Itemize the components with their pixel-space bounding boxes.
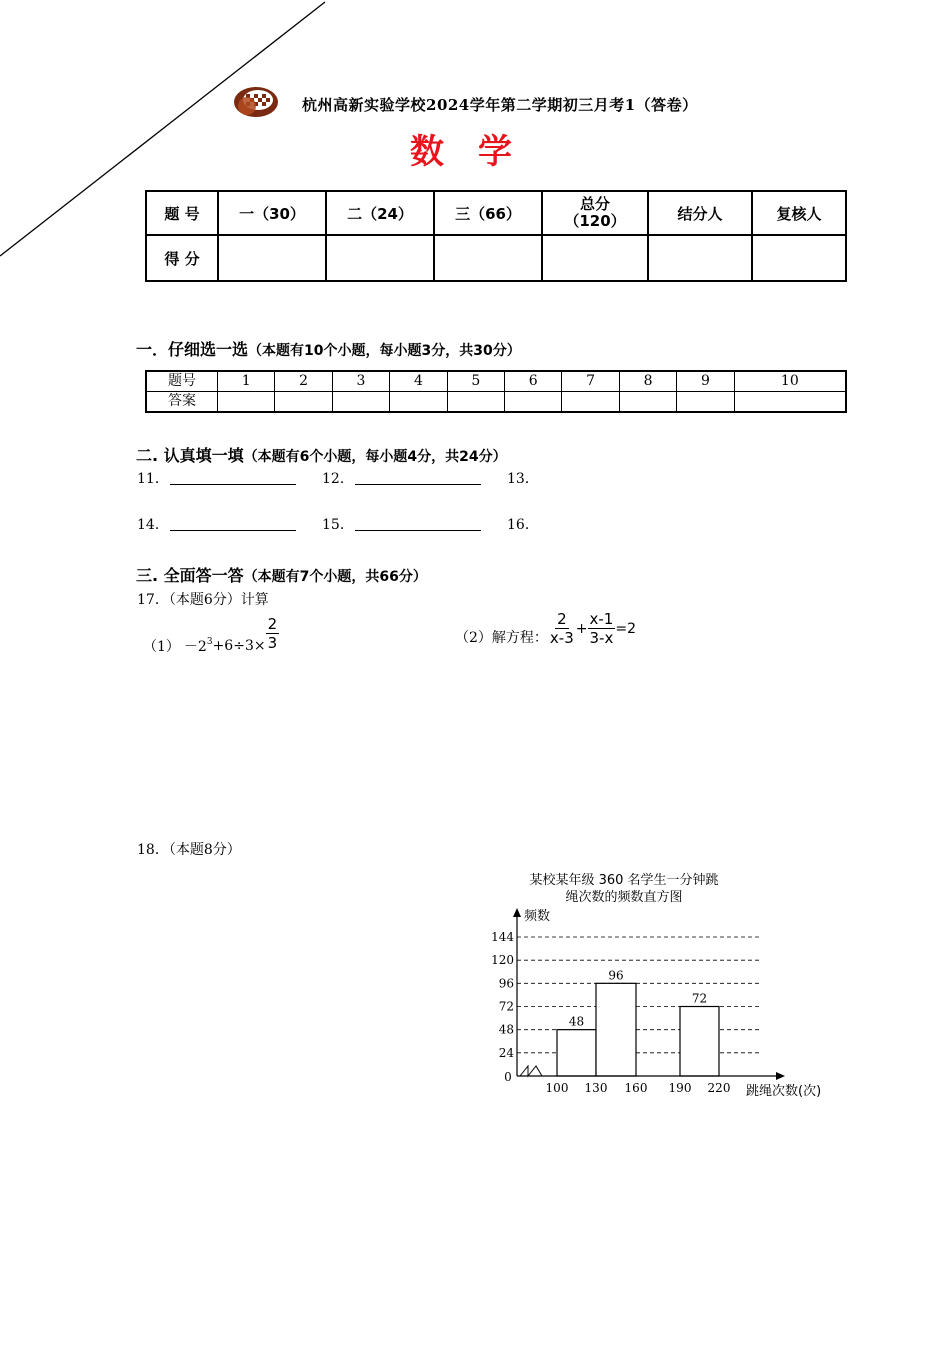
section2-heading xyxy=(136,443,507,466)
y-axis-label: 频数 xyxy=(524,909,551,924)
q17-1-exponent: 3 xyxy=(206,637,213,647)
answer-cell[interactable] xyxy=(332,392,389,413)
fill-blank-15[interactable] xyxy=(355,516,481,531)
y-tick-label: 24 xyxy=(498,1045,514,1060)
q17-1-fraction xyxy=(266,615,280,652)
fill-item-12 xyxy=(322,468,354,488)
question-17-part2 xyxy=(455,610,636,647)
q17-1-label: （1） xyxy=(143,639,180,655)
histogram-bar xyxy=(557,1030,596,1076)
answer-table xyxy=(145,370,847,413)
fill-item-number: 12． xyxy=(322,471,354,487)
score-cell[interactable] xyxy=(218,235,326,281)
fill-item-number: 14． xyxy=(137,517,169,533)
answer-table-row-label: 答案 xyxy=(146,392,218,413)
answer-number: 9 xyxy=(677,371,734,392)
section2-title: 二. 认真填一填 xyxy=(136,446,244,465)
bar-value-label: 96 xyxy=(608,968,624,983)
section1-note: （本题有10个小题，每小题3分，共30分） xyxy=(248,343,521,359)
fraction-denominator: 3-x xyxy=(589,629,614,647)
answer-number: 4 xyxy=(390,371,447,392)
fill-blank-12[interactable] xyxy=(355,470,481,485)
q17-2-label: （2）解方程： xyxy=(455,629,548,646)
answer-number: 2 xyxy=(275,371,332,392)
total-score-points: （120） xyxy=(564,212,626,230)
fill-item-15 xyxy=(322,514,354,534)
fill-item-14 xyxy=(137,514,169,534)
q17-2-fraction-2 xyxy=(588,610,616,647)
fill-blank-14[interactable] xyxy=(170,516,296,531)
fill-item-number: 13． xyxy=(507,471,539,487)
score-row-label: 得 分 xyxy=(146,235,218,281)
answer-table-row-label: 题号 xyxy=(146,371,218,392)
y-tick-label: 96 xyxy=(498,976,514,991)
question-17-title: 17．（本题6分）计算 xyxy=(137,592,269,608)
fraction-denominator: 3 xyxy=(267,633,278,652)
x-tick-label: 160 xyxy=(624,1081,648,1095)
origin-label: 0 xyxy=(504,1070,512,1084)
y-tick-label: 144 xyxy=(491,930,514,944)
answer-cell[interactable] xyxy=(275,392,332,413)
answer-cell[interactable] xyxy=(390,392,447,413)
fraction-numerator: 2 xyxy=(267,614,278,633)
fill-item-number: 15． xyxy=(322,517,354,533)
score-cell[interactable] xyxy=(752,235,846,281)
answer-cell[interactable] xyxy=(677,392,734,413)
fill-item-13 xyxy=(507,468,539,488)
score-table-header-cell: 一（30） xyxy=(218,191,326,235)
q17-2-rhs: =2 xyxy=(615,620,636,637)
subject-title: 数学 xyxy=(410,132,546,172)
answer-cell[interactable] xyxy=(505,392,562,413)
fill-item-number: 11． xyxy=(137,471,169,487)
q17-1-expression-a: －2 xyxy=(183,639,207,655)
y-tick-label: 48 xyxy=(498,1022,514,1037)
axis-break-icon xyxy=(520,1066,542,1076)
school-exam-title: 杭州高新实验学校2024学年第二学期初三月考1（答卷） xyxy=(302,96,698,114)
score-cell[interactable] xyxy=(434,235,542,281)
y-tick-label: 120 xyxy=(491,953,514,968)
score-table xyxy=(145,190,847,282)
q17-1-expression-b: +6÷3× xyxy=(212,638,266,654)
fill-item-number: 16． xyxy=(507,517,539,533)
score-cell[interactable] xyxy=(326,235,434,281)
x-axis-label: 跳绳次数(次) xyxy=(746,1084,822,1099)
fraction-numerator: x-1 xyxy=(589,610,614,628)
section1-heading xyxy=(136,337,521,360)
chart-title-line2: 绳次数的频数直方图 xyxy=(565,890,683,905)
fraction-numerator: 2 xyxy=(557,610,567,628)
section3-title: 三. 全面答一答 xyxy=(136,566,244,585)
q17-2-plus: + xyxy=(575,620,588,637)
answer-cell[interactable] xyxy=(619,392,676,413)
score-table-header-cell: 题 号 xyxy=(146,191,218,235)
bar-value-label: 72 xyxy=(691,991,708,1006)
score-table-header-cell xyxy=(542,191,648,235)
score-cell[interactable] xyxy=(648,235,752,281)
answer-number: 10 xyxy=(734,371,846,392)
section1-title: 一．仔细选一选 xyxy=(136,340,249,359)
y-axis-arrow-icon xyxy=(513,908,521,917)
frequency-histogram xyxy=(480,862,840,1102)
bar-value-label: 48 xyxy=(568,1014,585,1029)
score-table-header-cell: 三（66） xyxy=(434,191,542,235)
answer-number: 3 xyxy=(332,371,389,392)
section3-heading xyxy=(136,563,427,586)
fill-blank-11[interactable] xyxy=(170,470,296,485)
score-table-header-cell: 复核人 xyxy=(752,191,846,235)
x-tick-label: 190 xyxy=(668,1081,692,1095)
histogram-bar xyxy=(596,983,636,1076)
histogram-bar xyxy=(680,1007,719,1077)
score-cell[interactable] xyxy=(542,235,648,281)
answer-number: 1 xyxy=(218,371,275,392)
answer-number: 8 xyxy=(619,371,676,392)
x-axis-arrow-icon xyxy=(776,1072,785,1080)
section2-note: （本题有6个小题，每小题4分，共24分） xyxy=(243,449,507,465)
answer-number: 7 xyxy=(562,371,619,392)
answer-number: 6 xyxy=(505,371,562,392)
answer-cell[interactable] xyxy=(447,392,504,413)
answer-cell[interactable] xyxy=(218,392,275,413)
score-table-header-cell: 二（24） xyxy=(326,191,434,235)
section3-note: （本题有7个小题，共66分） xyxy=(243,569,427,585)
school-logo-icon xyxy=(232,84,280,120)
fill-item-11 xyxy=(137,468,169,488)
answer-cell[interactable] xyxy=(734,392,846,413)
fill-item-16 xyxy=(507,514,539,534)
fraction-denominator: x-3 xyxy=(549,629,574,647)
x-tick-label: 130 xyxy=(584,1081,608,1095)
total-score-label: 总分 xyxy=(579,195,610,213)
x-tick-label: 100 xyxy=(545,1081,569,1095)
question-18-title: 18．（本题8分） xyxy=(137,842,241,858)
chart-title-line1: 某校某年级 360 名学生一分钟跳 xyxy=(529,873,719,888)
q17-2-fraction-1 xyxy=(548,610,576,647)
y-tick-label: 72 xyxy=(498,999,514,1014)
question-17-part1 xyxy=(143,610,279,656)
answer-cell[interactable] xyxy=(562,392,619,413)
answer-number: 5 xyxy=(447,371,504,392)
x-tick-label: 220 xyxy=(707,1081,731,1095)
score-table-header-cell: 结分人 xyxy=(648,191,752,235)
